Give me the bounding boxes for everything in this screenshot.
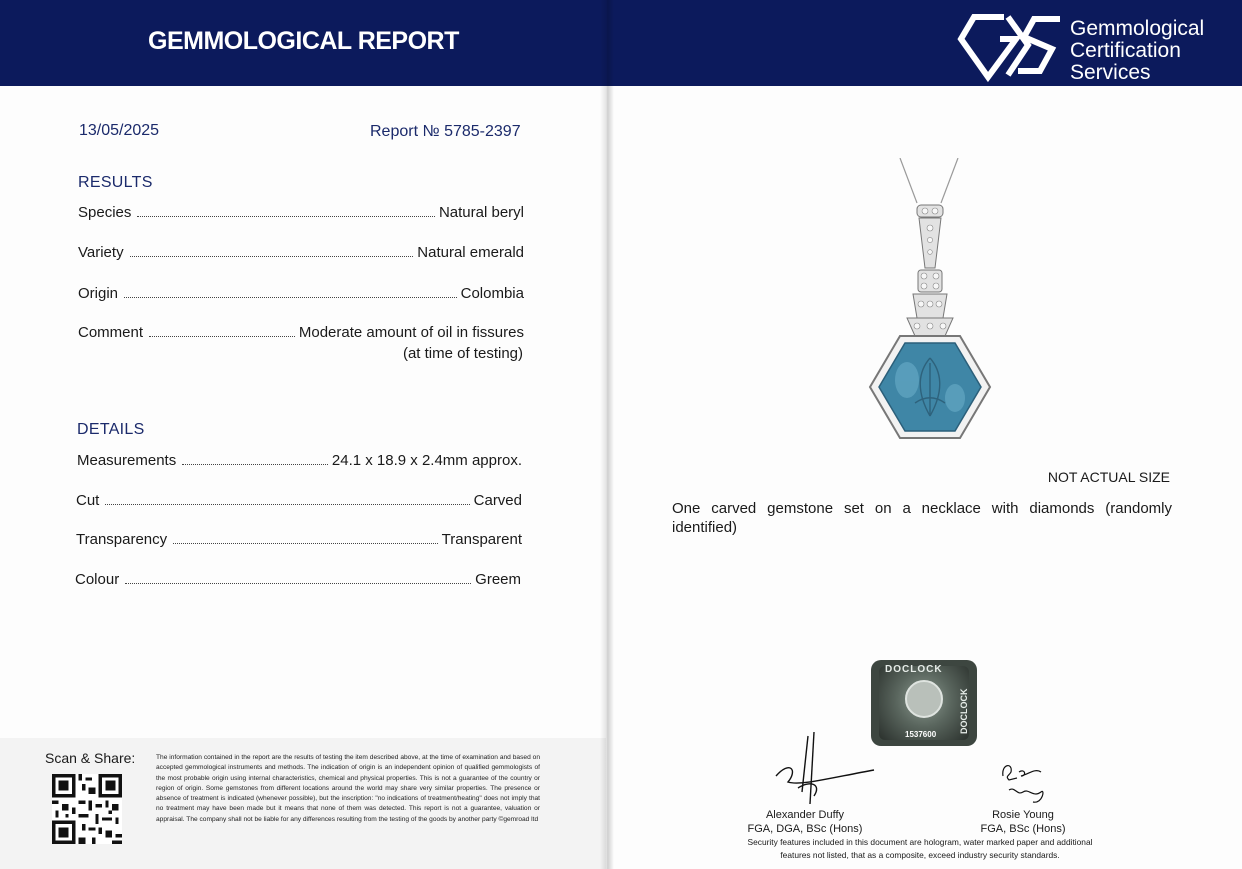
colour-label: Colour <box>75 571 120 588</box>
measurements-row <box>77 452 522 469</box>
measurements-value: 24.1 x 18.9 x 2.4mm approx. <box>331 452 522 469</box>
leader-dots <box>124 297 457 298</box>
disclaimer-text: The information contained in the report are the results of testing the item described above, at the time of examination and based on accepted gemmological instruments and methods. The indication of origin is an independent opinion of qualified gemmologists of the most probable origin using internal characteristics, chemical and physical properties. This is not a guarantee of the country or region of origin. Some gemstones from different locations around the world may share very similar properties. The presence or absence of treatment is indicated (whenever possible), but the inscription: "no indications of treatment/heating" does not imply that no treatment may have been made but it means that none of them was detected. This report is not a guarantee, valuation or appraisal. The company shall not be liable for any differences resulting from the testing of the goods by another party ©gemroad ltd <box>156 754 540 823</box>
company-name-line: Gemmological <box>1070 17 1205 40</box>
seal-number: 1537600 <box>905 730 937 739</box>
security-note <box>720 836 1120 862</box>
comment-label: Comment <box>78 324 144 341</box>
cut-value: Carved <box>473 492 522 509</box>
company-name-line: Certification <box>1070 39 1181 62</box>
security-note-line: Security features included in this document are hologram, water marked paper and additional <box>747 837 1093 847</box>
cut-row <box>76 492 522 509</box>
item-description: One carved gemstone set on a necklace with diamonds (randomly identified) <box>672 500 1172 536</box>
leader-dots <box>130 256 414 257</box>
signature-rosie-young <box>995 758 1055 808</box>
scan-share-label: Scan & Share: <box>45 750 136 766</box>
colour-row <box>75 571 521 588</box>
left-page <box>0 0 606 869</box>
signer-qualifications: FGA, DGA, BSc (Hons) <box>747 823 863 835</box>
colour-value: Greem <box>475 571 521 588</box>
leader-dots <box>182 464 328 465</box>
transparency-value: Transparent <box>441 531 522 548</box>
seal-side-label: DOCLOCK <box>959 688 969 734</box>
report-number: Report № 5785-2397 <box>370 123 521 140</box>
seal-top-text: DOCLOCK <box>885 664 943 675</box>
signer-alexander-duffy <box>745 808 865 836</box>
not-actual-size-note: NOT ACTUAL SIZE <box>1047 469 1170 485</box>
leader-dots <box>149 336 295 337</box>
security-note-line: features not listed, that as a composite, exceed industry security standards. <box>780 850 1060 860</box>
signature-alexander-duffy <box>770 730 880 810</box>
cut-label: Cut <box>76 492 100 509</box>
gcs-logo-icon <box>956 9 1066 83</box>
signer-name: Rosie Young <box>992 809 1054 821</box>
variety-label: Variety <box>78 244 124 261</box>
leader-dots <box>137 216 435 217</box>
report-date: 13/05/2025 <box>79 122 160 139</box>
variety-row <box>78 244 524 261</box>
origin-label: Origin <box>78 285 119 302</box>
hologram-seal <box>871 660 977 746</box>
species-value: Natural beryl <box>438 204 524 221</box>
signer-name: Alexander Duffy <box>765 809 845 821</box>
report-title: GEMMOLOGICAL REPORT <box>148 27 459 55</box>
species-label: Species <box>78 204 132 221</box>
company-name-line: Services <box>1070 61 1151 84</box>
report-banner <box>0 0 606 86</box>
variety-value: Natural emerald <box>417 244 524 261</box>
species-row <box>78 204 524 221</box>
leader-dots <box>125 583 471 584</box>
book-spine <box>600 0 614 869</box>
transparency-row <box>76 531 522 548</box>
company-banner <box>606 0 1242 86</box>
pendant-necklace-image <box>855 158 1005 443</box>
details-heading: DETAILS <box>77 421 145 438</box>
leader-dots <box>173 543 438 544</box>
signer-qualifications: FGA, BSc (Hons) <box>980 823 1066 835</box>
leader-dots <box>105 504 469 505</box>
comment-value: Moderate amount of oil in fissures <box>298 324 524 341</box>
origin-row <box>78 285 524 302</box>
transparency-label: Transparency <box>76 531 168 548</box>
qr-code-icon[interactable] <box>52 774 122 844</box>
comment-row <box>78 324 524 341</box>
measurements-label: Measurements <box>77 452 177 469</box>
seal-side-text <box>959 668 973 738</box>
results-heading: RESULTS <box>78 174 153 191</box>
origin-value: Colombia <box>460 285 524 302</box>
signer-rosie-young <box>963 808 1083 836</box>
company-name <box>1070 18 1204 84</box>
comment-value-line2: (at time of testing) <box>402 345 523 362</box>
lock-icon <box>905 680 943 718</box>
